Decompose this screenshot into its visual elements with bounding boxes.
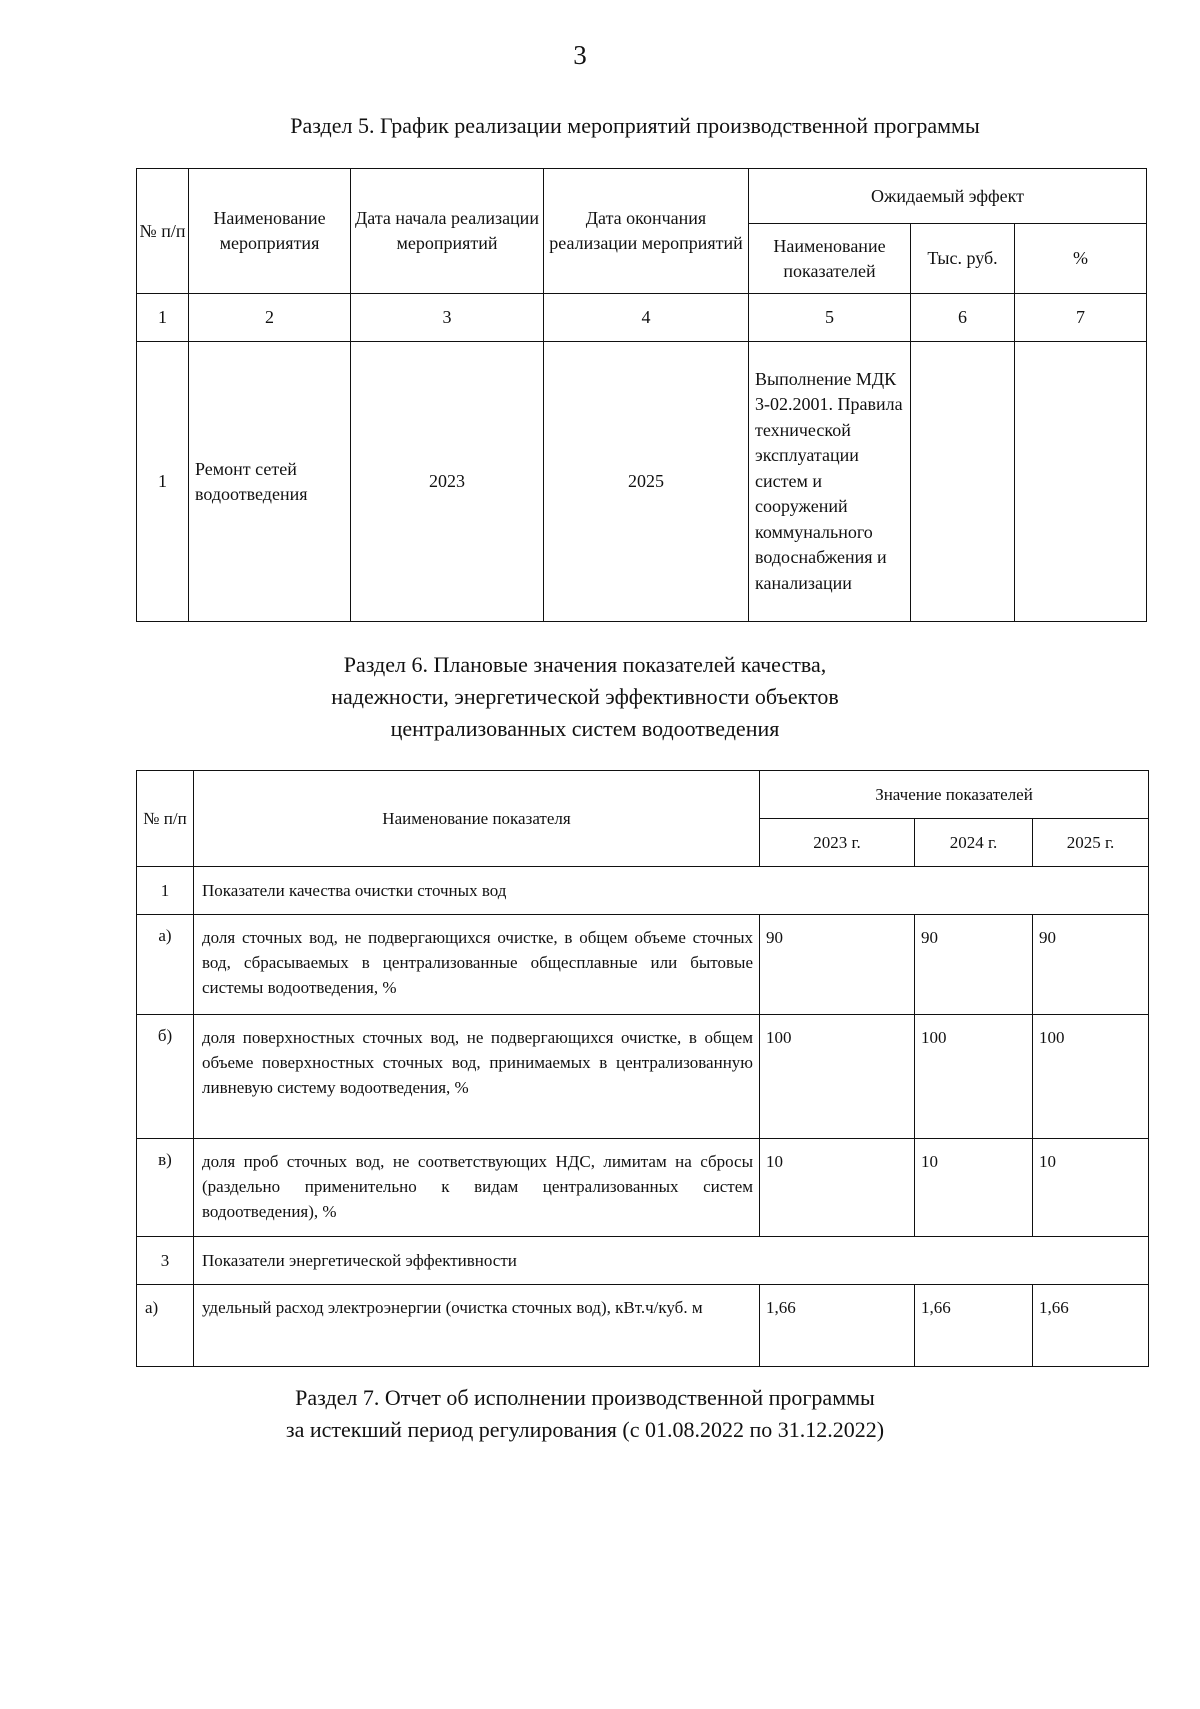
col-number: 2 [189,294,351,342]
group-row [137,867,1149,915]
row-end: 2025 [544,342,749,622]
value-2023: 10 [760,1139,915,1237]
row-name: Ремонт сетей водоотведения [189,342,351,622]
col-thousand-rub-header: Тыс. руб. [911,224,1015,294]
row-num: 1 [137,342,189,622]
row-num: в) [137,1139,194,1237]
row-thousand-rub [911,342,1015,622]
group-title: Показатели энергетической эффективности [194,1237,1149,1285]
col-values-header: Значение показателей [760,771,1149,819]
value-2024: 100 [915,1015,1033,1139]
col-num-header: № п/п [137,169,189,294]
col-year-2025-header: 2025 г. [1033,819,1149,867]
page-number: 3 [573,40,587,70]
col-percent-header: % [1015,224,1147,294]
row-start: 2023 [351,342,544,622]
section6-title-line3: централизованных систем водоотведения [390,716,780,741]
value-2024: 10 [915,1139,1033,1237]
section6-table [136,770,1149,1367]
section6-title-line1: Раздел 6. Плановые значения показателей качества, [343,652,827,677]
table-row [137,1285,1149,1367]
value-2023: 90 [760,915,915,1015]
group-num: 1 [137,867,194,915]
section5-table [136,168,1147,622]
col-number: 7 [1015,294,1147,342]
table-row [137,1015,1149,1139]
col-num-header: № п/п [137,771,194,867]
section6-title-line2: надежности, энергетической эффективности объектов [331,684,839,709]
col-number: 4 [544,294,749,342]
column-numbers-row [137,294,1147,342]
table-row [137,915,1149,1015]
value-2025: 100 [1033,1015,1149,1139]
col-year-2024-header: 2024 г. [915,819,1033,867]
col-number: 5 [749,294,911,342]
col-number: 3 [351,294,544,342]
row-indicator: Выполнение МДК 3-02.2001. Правила технической эксплуатации систем и сооружений коммунального водоснабжения и канализации [749,342,911,622]
value-2023: 100 [760,1015,915,1139]
value-2023: 1,66 [760,1285,915,1367]
value-2025: 90 [1033,915,1149,1015]
col-end-header: Дата окончания реализации мероприятий [544,169,749,294]
section5-title: Раздел 5. График реализации мероприятий производственной программы [290,113,980,138]
row-num: а) [137,915,194,1015]
group-num: 3 [137,1237,194,1285]
value-2024: 90 [915,915,1033,1015]
group-title: Показатели качества очистки сточных вод [194,867,1149,915]
row-text: удельный расход электроэнергии (очистка сточных вод), кВт.ч/куб. м [194,1285,760,1367]
section7-title-line2: за истекший период регулирования (с 01.08.2022 по 31.12.2022) [285,1417,885,1442]
group-row [137,1237,1149,1285]
col-start-header: Дата начала реализации мероприятий [351,169,544,294]
section7-title-line1: Раздел 7. Отчет об исполнении производственной программы [295,1385,875,1410]
col-year-2023-header: 2023 г. [760,819,915,867]
row-percent [1015,342,1147,622]
row-text: доля поверхностных сточных вод, не подвергающихся очистке, в общем объеме поверхностных сточных вод, принимаемых в централизованную ливневую систему водоотведения, % [194,1015,760,1139]
col-name-header: Наименование мероприятия [189,169,351,294]
col-name-header: Наименование показателя [194,771,760,867]
col-number: 6 [911,294,1015,342]
value-2025: 10 [1033,1139,1149,1237]
row-num: а) [137,1285,194,1367]
row-text: доля проб сточных вод, не соответствующих НДС, лимитам на сбросы (раздельно применительно к видам централизованных систем водоотведения), % [194,1139,760,1237]
col-indicator-name-header: Наименование показателей [749,224,911,294]
table-row [137,1139,1149,1237]
row-text: доля сточных вод, не подвергающихся очистке, в общем объеме сточных вод, сбрасываемых в централизованные общесплавные или бытовые системы водоотведения, % [194,915,760,1015]
col-effect-header: Ожидаемый эффект [749,169,1147,224]
row-num: б) [137,1015,194,1139]
col-number: 1 [137,294,189,342]
value-2024: 1,66 [915,1285,1033,1367]
table-row [137,342,1147,622]
value-2025: 1,66 [1033,1285,1149,1367]
